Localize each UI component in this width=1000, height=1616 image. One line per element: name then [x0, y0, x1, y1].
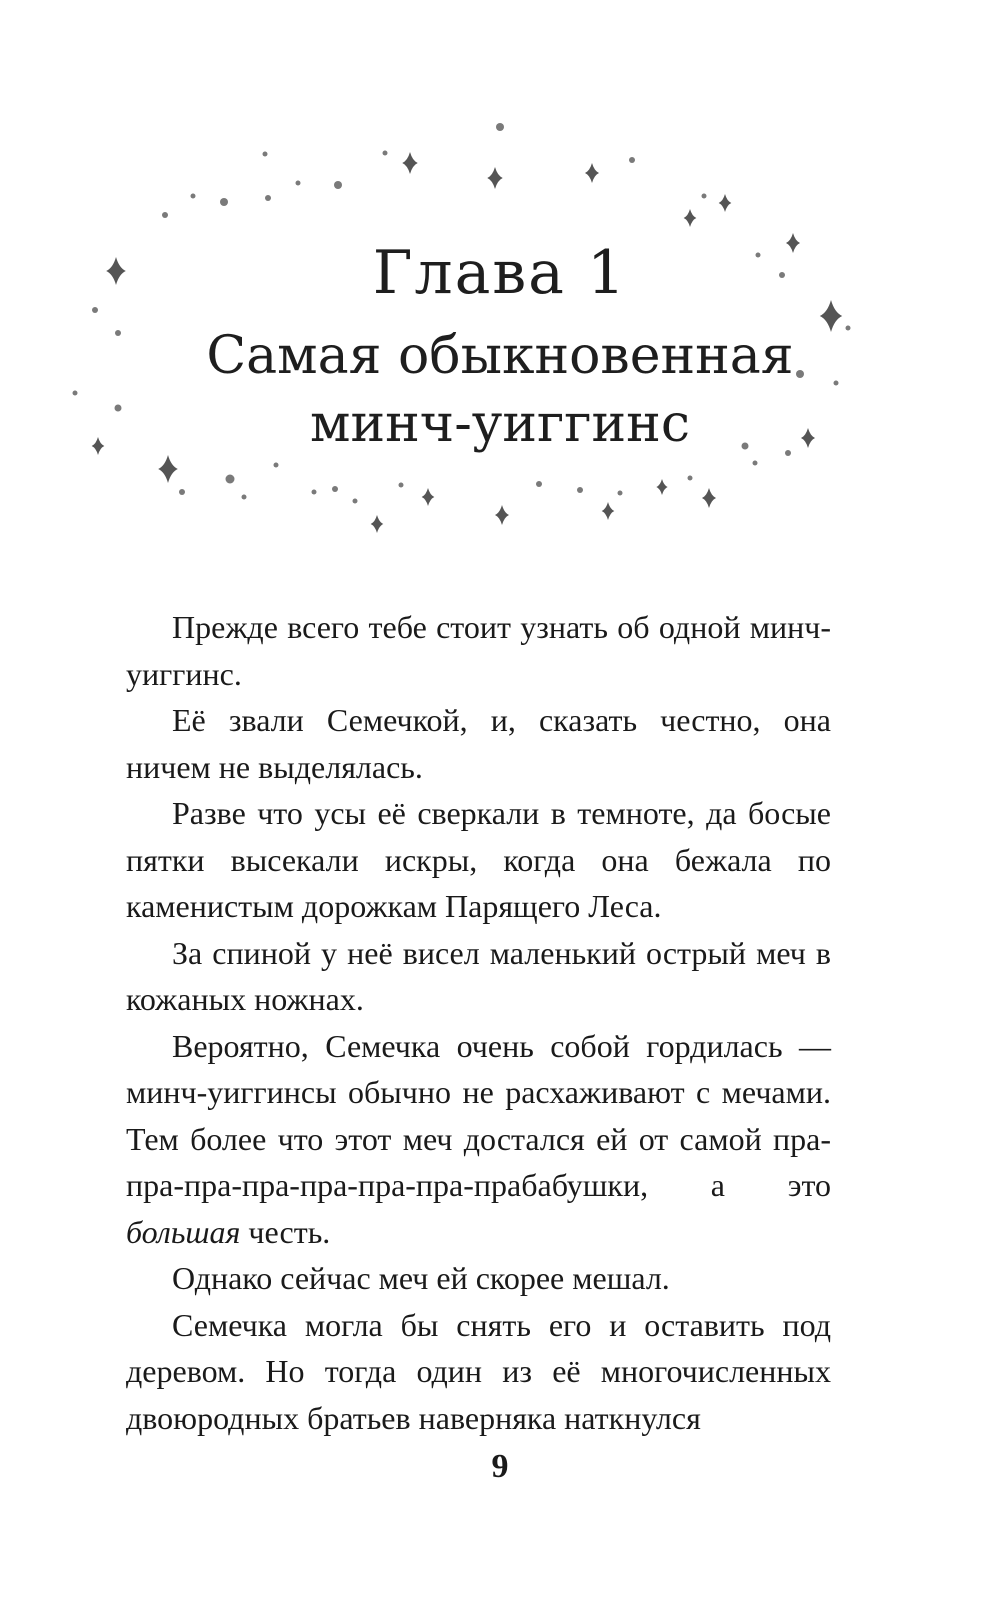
chapter-number: Глава 1: [372, 238, 628, 308]
decorative-dot: [496, 123, 504, 131]
decorative-dot: [753, 461, 758, 466]
sparkle-star-icon: [656, 479, 667, 495]
decorative-dot: [220, 198, 228, 206]
body-text: [126, 604, 831, 1441]
decorative-dot: [618, 491, 623, 496]
chapter-title-line-1: Самая обыкновенная: [206, 326, 794, 386]
paragraph-text: честь.: [240, 1213, 331, 1250]
sparkle-star-icon: [158, 455, 178, 483]
decorative-dot: [191, 194, 196, 199]
decorative-dot: [536, 481, 542, 487]
sparkle-star-icon: [487, 167, 502, 189]
decorative-dot: [162, 212, 168, 218]
page-number: 9: [491, 1448, 509, 1485]
decorative-dot: [577, 487, 583, 493]
paragraph: Разве что усы её сверкали в темноте, да босые пятки высекали искры, когда она бежала по каменистым дорожкам Парящего Леса.: [126, 795, 831, 924]
paragraph: За спиной у неё висел маленький острый меч в кожаных ножнах.: [126, 934, 831, 1017]
decorative-dot: [226, 475, 235, 484]
decorative-dot: [332, 486, 338, 492]
sparkle-star-icon: [719, 194, 732, 212]
sparkle-star-icon: [684, 209, 697, 227]
sparkle-star-icon: [402, 152, 417, 174]
decorative-dot: [265, 195, 271, 201]
paragraph: Семечка могла бы снять его и оставить под деревом. Но тогда один из её многочисленных двоюродных братьев наверняка наткнулся: [126, 1306, 831, 1436]
paragraph: [126, 1023, 831, 1256]
sparkle-star-icon: [371, 515, 384, 533]
decorative-dot: [629, 157, 635, 163]
decorative-dot: [274, 463, 279, 468]
paragraph: Однако сейчас меч ей скорее мешал.: [172, 1260, 670, 1296]
paragraph: Её звали Семечкой, и, сказать честно, она ничем не выделялась.: [126, 702, 831, 785]
sparkle-star-icon: [422, 488, 435, 506]
decorative-dot: [296, 181, 301, 186]
sparkle-star-icon: [495, 505, 509, 525]
paragraph-text: Вероятно, Семечка очень собой гордилась — минч-уиггинсы обычно не расхаживают с мечами. Тем более что этот меч достался ей от самой пра-пра-пра-пра-пра-пра-пра-прабабушки, а это: [126, 1027, 831, 1203]
chapter-title-line-2: минч-уиггинс: [310, 394, 690, 454]
paragraph: Прежде всего тебе стоит узнать об одной минч-уиггинс.: [126, 609, 831, 692]
decorative-dot: [383, 151, 388, 156]
decorative-dot: [242, 495, 247, 500]
sparkle-star-icon: [602, 502, 615, 520]
decorative-dot: [179, 489, 185, 495]
decorative-dot: [702, 194, 707, 199]
decorative-dot: [263, 152, 268, 157]
sparkle-star-icon: [702, 488, 716, 508]
decorative-dot: [312, 490, 317, 495]
emphasis-text: большая: [126, 1213, 241, 1250]
chapter-heading: [0, 236, 1000, 456]
decorative-dot: [334, 181, 342, 189]
sparkle-star-icon: [585, 163, 599, 183]
decorative-dot: [353, 499, 358, 504]
decorative-dot: [688, 476, 693, 481]
decorative-dot: [399, 483, 404, 488]
